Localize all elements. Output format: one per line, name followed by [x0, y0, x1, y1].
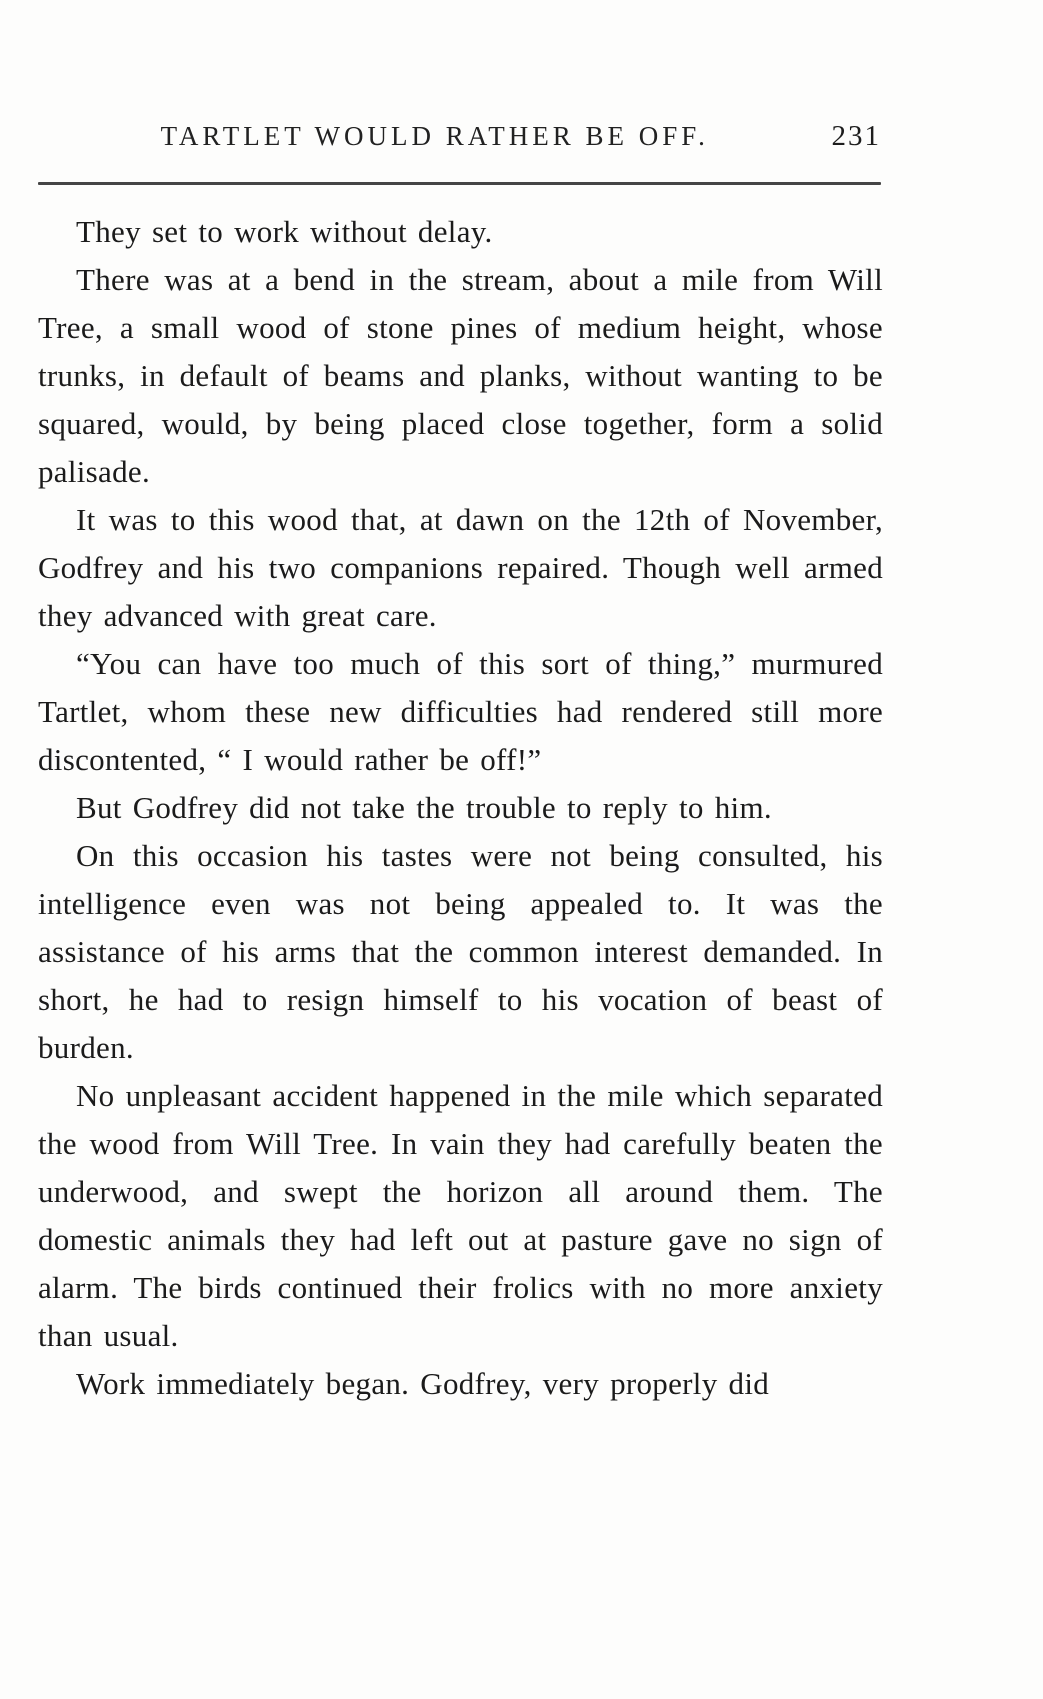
paragraph: On this occasion his tastes were not being consulted, his intelligence even was not being appealed to. It was the assistance of his arms that the common interest demanded. In short, he had to resign himself to his vocation of beast of burden.: [38, 838, 883, 1065]
header-rule: [38, 182, 881, 185]
paragraph: No unpleasant accident happened in the mile which separated the wood from Will Tree. In vain they had carefully beaten the underwood, and swept the horizon all around them. The domestic animals they had left out at pasture gave no sign of alarm. The birds continued their frolics with no more anxiety than usual.: [38, 1078, 883, 1353]
page-header: [38, 120, 881, 153]
running-head-title: TARTLET WOULD RATHER BE OFF.: [160, 121, 709, 151]
page-number: 231: [831, 120, 881, 152]
paragraph: “You can have too much of this sort of thing,” murmured Tartlet, whom these new difficulties had rendered still more discontented, “ I would rather be off!”: [38, 646, 883, 777]
paragraph: Work immediately began. Godfrey, very properly did: [76, 1366, 770, 1401]
paragraph: It was to this wood that, at dawn on the 12th of November, Godfrey and his two companions repaired. Though well armed they advanced with great care.: [38, 502, 883, 633]
paragraph: There was at a bend in the stream, about a mile from Will Tree, a small wood of stone pines of medium height, whose trunks, in default of beams and planks, without wanting to be squared, would, by being placed close together, form a solid palisade.: [38, 262, 883, 489]
paragraph: But Godfrey did not take the trouble to reply to him.: [76, 790, 772, 825]
paragraph: They set to work without delay.: [76, 214, 493, 249]
page-body: [38, 208, 883, 1408]
